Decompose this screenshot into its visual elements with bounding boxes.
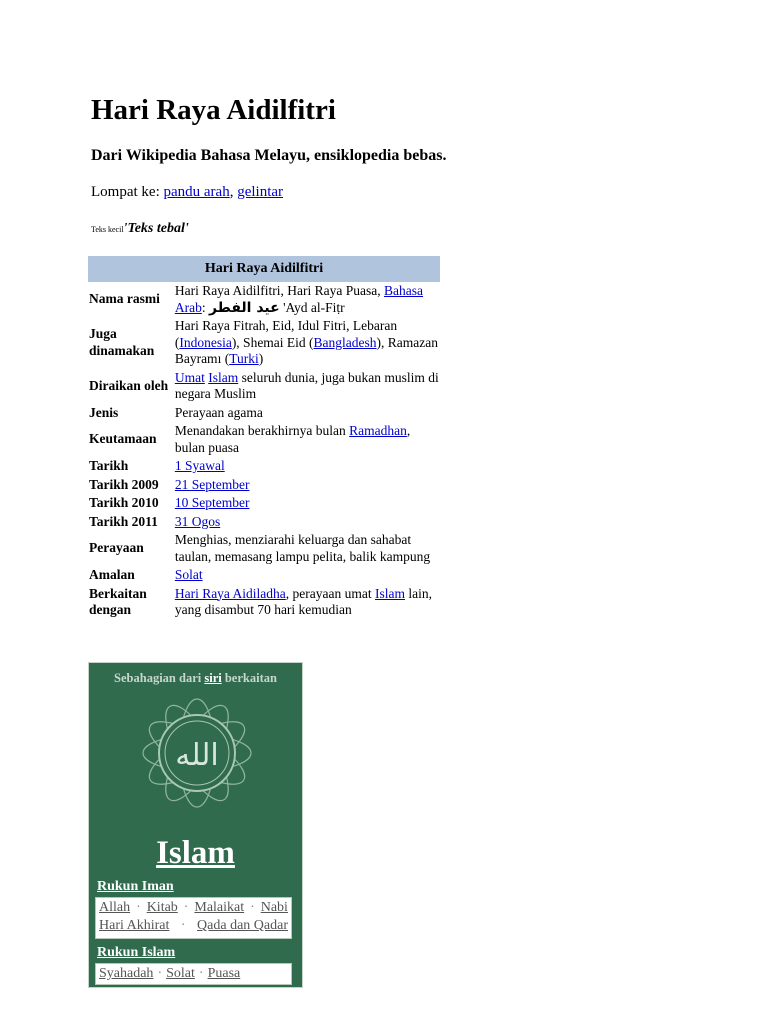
arabic-name: عيد الفطر xyxy=(208,299,280,316)
infobox-value: Menghias, menziarahi keluarga dan sahabat taulan, memasang lampu pelita, balik kampung xyxy=(174,532,431,564)
infobox-value xyxy=(174,282,440,317)
infobox-value xyxy=(174,476,440,495)
value-text: seluruh dunia, juga bukan muslim di negara Muslim xyxy=(174,369,439,401)
value-text: , perayaan umat xyxy=(285,585,376,601)
sidebar-section-rukun-iman[interactable]: Rukun Iman xyxy=(97,879,174,894)
infobox-label: Perayaan xyxy=(89,540,144,556)
rukun-iman-row xyxy=(99,917,288,935)
rukun-islam-row xyxy=(99,965,288,983)
sidebar-title-text: berkaitan xyxy=(221,671,277,685)
link-hari-akhirat[interactable]: Hari Akhirat xyxy=(99,918,170,933)
link-puasa[interactable]: Puasa xyxy=(207,966,241,981)
jump-link-navigation[interactable]: pandu arah xyxy=(163,184,230,200)
link-hari-raya-aidiladha[interactable]: Hari Raya Aidiladha xyxy=(174,585,286,601)
emblem-calligraphy: الله xyxy=(175,738,219,773)
rukun-islam-list xyxy=(95,963,292,985)
separator-dot: · xyxy=(136,900,141,915)
infobox-row-official-name xyxy=(88,282,440,317)
link-syahadah[interactable]: Syahadah xyxy=(99,966,154,981)
rukun-iman-row xyxy=(99,899,288,917)
infobox-label: Amalan xyxy=(89,567,135,582)
infobox-row-date xyxy=(88,457,440,476)
bold-italic-text: Teks tebal xyxy=(127,221,185,236)
infobox-row-type xyxy=(88,404,440,423)
infobox-value xyxy=(174,585,440,620)
separator-dot: · xyxy=(157,966,163,981)
link-bahasa-arab[interactable]: Bahasa Arab xyxy=(174,283,424,315)
link-solat[interactable]: Solat xyxy=(174,567,203,582)
infobox-value xyxy=(174,457,440,476)
infobox-value xyxy=(174,369,440,404)
link-qada-dan-qadar[interactable]: Qada dan Qadar xyxy=(197,918,288,933)
sidebar-big-title[interactable]: Islam xyxy=(156,835,235,871)
infobox-label: Tarikh 2011 xyxy=(89,513,158,529)
infobox-label: Keutamaan xyxy=(89,431,157,447)
value-text: ) xyxy=(258,351,264,366)
rukun-iman-list xyxy=(95,897,292,939)
page-title: Hari Raya Aidilfitri xyxy=(91,94,336,126)
quote-close: ' xyxy=(184,221,189,236)
infobox-label: Juga dinamakan xyxy=(89,326,155,358)
link-kitab[interactable]: Kitab xyxy=(146,900,178,915)
value-text: , bulan puasa xyxy=(174,423,411,455)
link-umat[interactable]: Umat xyxy=(174,369,205,385)
link-21-september[interactable]: 21 September xyxy=(174,476,250,492)
jump-to-line xyxy=(91,181,283,203)
separator-dot: · xyxy=(250,900,255,915)
link-1-syawal[interactable]: 1 Syawal xyxy=(174,458,225,473)
sidebar-title xyxy=(89,671,302,686)
link-islam[interactable]: Islam xyxy=(208,369,239,385)
small-text: Teks kecil xyxy=(91,225,124,234)
infobox-row-date-2011 xyxy=(88,513,440,532)
link-indonesia[interactable]: Indonesia xyxy=(179,334,232,350)
infobox-row-observances xyxy=(88,566,440,585)
islam-series-sidebar xyxy=(88,662,303,988)
format-sample-line xyxy=(91,218,189,240)
infobox-header-row xyxy=(88,256,440,282)
link-10-september[interactable]: 10 September xyxy=(174,495,250,510)
sidebar-section-rukun-islam[interactable]: Rukun Islam xyxy=(97,945,176,960)
infobox-value xyxy=(174,566,440,585)
infobox-row-date-2010 xyxy=(88,494,440,513)
infobox-label: Tarikh 2009 xyxy=(89,476,159,492)
value-text: Hari Raya Fitrah, Eid, Idul Fitri, Lebaran ( xyxy=(174,318,398,350)
infobox-row-celebrated-by xyxy=(88,369,440,404)
link-siri[interactable]: siri xyxy=(204,671,222,685)
infobox-value xyxy=(174,513,440,532)
infobox-value xyxy=(174,422,440,457)
infobox-row-significance xyxy=(88,422,440,457)
separator-dot: · xyxy=(198,966,204,981)
allah-calligraphy-emblem xyxy=(137,693,257,813)
infobox-value: Perayaan agama xyxy=(174,404,263,420)
link-solat-2[interactable]: Solat xyxy=(166,966,195,981)
infobox-value xyxy=(174,494,440,513)
sidebar-title-text: Sebahagian dari xyxy=(114,671,205,685)
link-31-ogos[interactable]: 31 Ogos xyxy=(174,513,221,529)
infobox-label: Tarikh xyxy=(89,458,129,473)
quote-open: ' xyxy=(123,221,128,236)
infobox-row-related xyxy=(88,585,440,620)
link-ramadhan[interactable]: Ramadhan xyxy=(349,423,407,438)
value-text: Hari Raya Aidilfitri, Hari Raya Puasa, xyxy=(174,283,385,298)
value-text: ), Shemai Eid ( xyxy=(231,334,314,350)
jump-separator: , xyxy=(229,184,234,200)
link-malaikat[interactable]: Malaikat xyxy=(194,900,245,915)
jump-prefix: Lompat ke: xyxy=(91,184,160,200)
link-allah[interactable]: Allah xyxy=(99,900,131,915)
infobox-label: Berkaitan dengan xyxy=(89,585,147,617)
value-text: : xyxy=(201,299,209,315)
link-bangladesh[interactable]: Bangladesh xyxy=(313,334,377,350)
separator-dot: · xyxy=(183,900,189,915)
link-nabi[interactable]: Nabi xyxy=(260,900,288,915)
value-text: 'Ayd al-Fiṭr xyxy=(279,299,345,315)
separator-dot: · xyxy=(180,918,186,933)
infobox-label: Diraikan oleh xyxy=(89,377,169,393)
infobox-value xyxy=(174,317,440,369)
infobox-row-date-2009 xyxy=(88,476,440,495)
infobox-label: Jenis xyxy=(89,404,119,420)
infobox xyxy=(88,256,440,620)
value-text: Menandakan berakhirnya bulan xyxy=(174,423,350,438)
value-text: ), Ramazan Bayramı ( xyxy=(174,334,439,366)
infobox-label: Tarikh 2010 xyxy=(89,495,159,510)
jump-link-search[interactable]: gelintar xyxy=(237,184,284,200)
infobox-header: Hari Raya Aidilfitri xyxy=(88,256,440,282)
value-text: lain, yang disambut 70 hari kemudian xyxy=(174,585,433,617)
page-subtitle: Dari Wikipedia Bahasa Melayu, ensiklopedia bebas. xyxy=(91,147,447,164)
infobox-row-also-called xyxy=(88,317,440,369)
infobox-row-celebrations xyxy=(88,531,440,566)
link-islam-2[interactable]: Islam xyxy=(375,585,406,601)
link-turki[interactable]: Turki xyxy=(229,351,259,366)
infobox-label: Nama rasmi xyxy=(89,291,160,307)
